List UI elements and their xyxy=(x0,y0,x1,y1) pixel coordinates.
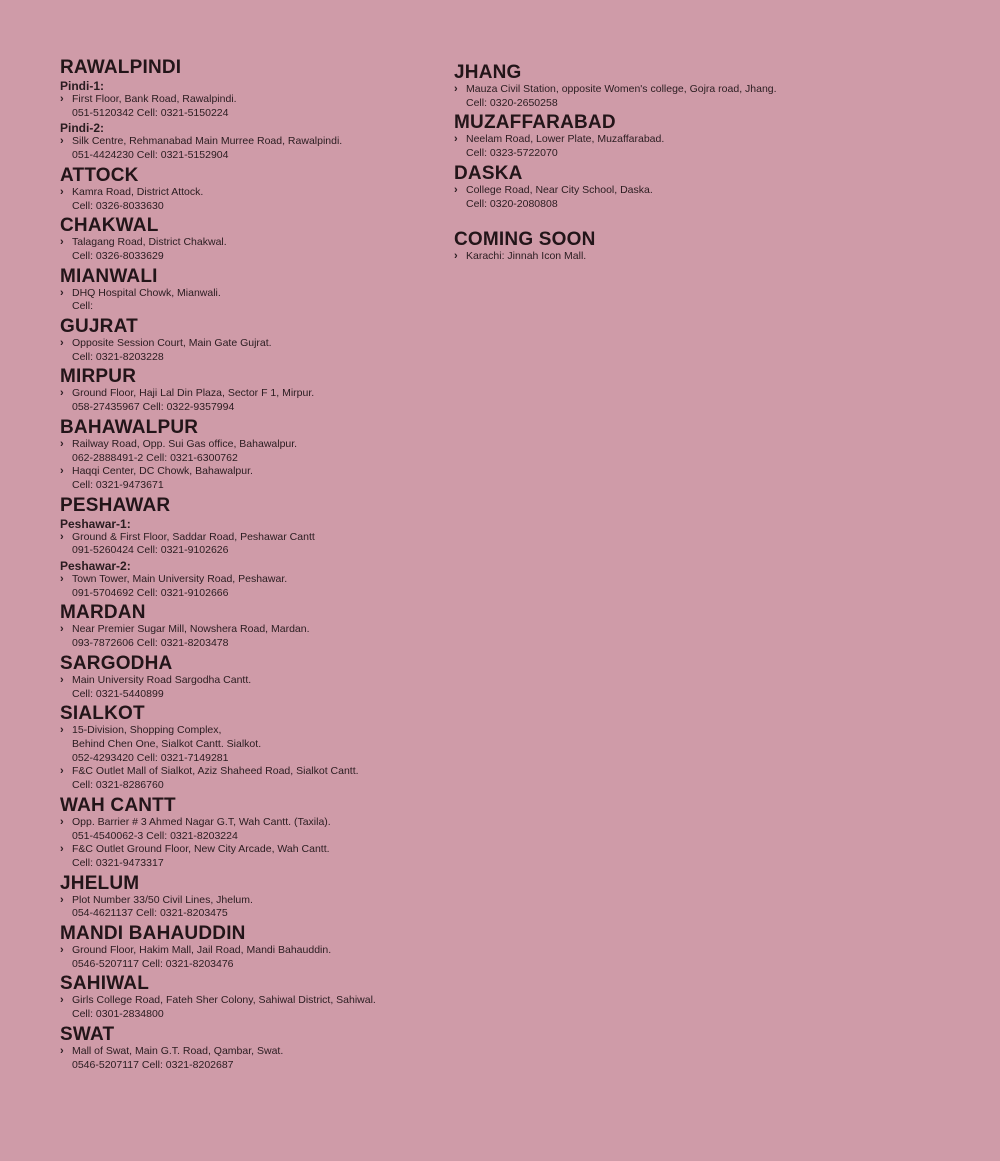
section-spacer xyxy=(454,214,874,230)
address-line xyxy=(60,573,450,587)
address-line xyxy=(60,287,450,301)
city-heading: JHELUM xyxy=(60,872,140,894)
contact-line: 054-4621137 Cell: 0321-8203475 xyxy=(72,907,228,920)
address-text: 15-Division, Shopping Complex, xyxy=(72,724,222,737)
address-line xyxy=(60,531,450,545)
contact-line: Cell: 0301-2834800 xyxy=(72,1008,164,1021)
chevron-right-icon: › xyxy=(60,673,64,686)
address-line xyxy=(60,93,450,107)
city-heading: MARDAN xyxy=(60,602,146,624)
city-section-gujrat xyxy=(60,317,450,364)
city-section-wah-cantt xyxy=(60,796,450,871)
city-section-mardan xyxy=(60,603,450,650)
address-text: Neelam Road, Lower Plate, Muzaffarabad. xyxy=(466,133,665,146)
address-line xyxy=(60,816,450,830)
address-text: Town Tower, Main University Road, Peshawar. xyxy=(72,573,288,586)
chevron-right-icon: › xyxy=(60,185,64,198)
chevron-right-icon: › xyxy=(60,387,64,400)
chevron-right-icon: › xyxy=(60,944,64,957)
contact-line: 093-7872606 Cell: 0321-8203478 xyxy=(72,637,229,650)
city-heading: SAHIWAL xyxy=(60,973,150,995)
address-line xyxy=(60,738,450,752)
chevron-right-icon: › xyxy=(60,843,64,856)
city-section-sialkot xyxy=(60,704,450,793)
city-section-muzaffarabad xyxy=(454,113,874,160)
contact-line: Cell: 0323-5722070 xyxy=(466,147,558,160)
contact-line: 091-5260424 Cell: 0321-9102626 xyxy=(72,544,229,557)
city-section-coming-soon xyxy=(454,230,874,264)
address-text: Mall of Swat, Main G.T. Road, Qambar, Swat. xyxy=(72,1044,284,1057)
address-line xyxy=(60,623,450,637)
chevron-right-icon: › xyxy=(60,465,64,478)
city-section-swat xyxy=(60,1025,450,1072)
branch-label: Peshawar-1: xyxy=(60,516,131,531)
city-heading: DASKA xyxy=(454,162,523,184)
address-text: DHQ Hospital Chowk, Mianwali. xyxy=(72,286,221,299)
city-heading: CHAKWAL xyxy=(60,215,159,237)
city-heading: PESHAWAR xyxy=(60,494,171,516)
contact-line: Cell: 0320-2080808 xyxy=(466,197,558,210)
chevron-right-icon: › xyxy=(60,765,64,778)
city-section-chakwal xyxy=(60,216,450,263)
address-line xyxy=(60,438,450,452)
chevron-right-icon: › xyxy=(60,337,64,350)
address-text: Mauza Civil Station, opposite Women's college, Gojra road, Jhang. xyxy=(466,83,777,95)
address-line xyxy=(60,465,450,479)
chevron-right-icon: › xyxy=(60,437,64,450)
address-line xyxy=(60,944,450,958)
address-text: Talagang Road, District Chakwal. xyxy=(72,236,227,249)
chevron-right-icon: › xyxy=(60,530,64,543)
left-column xyxy=(60,58,450,1075)
address-text: Silk Centre, Rehmanabad Main Murree Road, Rawalpindi. xyxy=(72,135,343,148)
city-section-mirpur xyxy=(60,367,450,414)
contact-line: 062-2888491-2 Cell: 0321-6300762 xyxy=(72,451,238,464)
chevron-right-icon: › xyxy=(60,93,64,105)
city-heading: COMING SOON xyxy=(454,229,596,251)
city-heading: MIRPUR xyxy=(60,366,137,388)
chevron-right-icon: › xyxy=(60,135,64,148)
city-heading: BAHAWALPUR xyxy=(60,416,199,438)
address-line xyxy=(60,724,450,738)
branch-label: Peshawar-2: xyxy=(60,559,131,574)
chevron-right-icon: › xyxy=(60,893,64,906)
address-text: F&C Outlet Ground Floor, New City Arcade, Wah Cantt. xyxy=(72,843,330,856)
city-section-jhang xyxy=(454,63,874,110)
chevron-right-icon: › xyxy=(60,286,64,299)
address-text: Kamra Road, District Attock. xyxy=(72,185,204,198)
chevron-right-icon: › xyxy=(60,573,64,586)
address-text: Ground Floor, Haji Lal Din Plaza, Sector F 1, Mirpur. xyxy=(72,387,315,400)
address-text: Railway Road, Opp. Sui Gas office, Bahawalpur. xyxy=(72,437,298,450)
chevron-right-icon: › xyxy=(60,994,64,1007)
city-heading: MIANWALI xyxy=(60,265,158,287)
address-line xyxy=(454,184,874,198)
contact-line: Cell: 0321-9473671 xyxy=(72,478,164,491)
contact-line: 051-4540062-3 Cell: 0321-8203224 xyxy=(72,829,238,842)
address-text: Opposite Session Court, Main Gate Gujrat. xyxy=(72,337,272,350)
contact-line: Cell: 0326-8033630 xyxy=(72,199,164,212)
city-heading: MANDI BAHAUDDIN xyxy=(60,923,246,945)
address-text: Opp. Barrier # 3 Ahmed Nagar G.T, Wah Cantt. (Taxila). xyxy=(72,815,331,828)
city-heading: SARGODHA xyxy=(60,652,173,674)
address-line xyxy=(60,894,450,908)
city-section-mandi-bahauddin xyxy=(60,924,450,971)
city-heading: JHANG xyxy=(454,62,522,83)
chevron-right-icon: › xyxy=(60,623,64,636)
city-section-jhelum xyxy=(60,874,450,921)
address-text: Karachi: Jinnah Icon Mall. xyxy=(466,250,587,263)
city-heading: WAH CANTT xyxy=(60,794,176,816)
city-section-peshawar xyxy=(60,496,450,601)
address-line xyxy=(454,133,874,147)
address-line xyxy=(60,1045,450,1059)
address-line xyxy=(60,994,450,1008)
address-text: Behind Chen One, Sialkot Cantt. Sialkot. xyxy=(72,737,262,750)
chevron-right-icon: › xyxy=(454,250,458,263)
address-line xyxy=(60,843,450,857)
city-heading: RAWALPINDI xyxy=(60,57,182,78)
address-line xyxy=(60,135,450,149)
chevron-right-icon: › xyxy=(60,236,64,249)
chevron-right-icon: › xyxy=(454,133,458,146)
city-section-mianwali xyxy=(60,267,450,314)
city-section-sargodha xyxy=(60,654,450,701)
chevron-right-icon: › xyxy=(454,183,458,196)
address-text: Near Premier Sugar Mill, Nowshera Road, Mardan. xyxy=(72,623,310,636)
branch-label: Pindi-2: xyxy=(60,121,104,136)
right-column xyxy=(454,63,874,267)
address-line xyxy=(60,337,450,351)
contact-line: 058-27435967 Cell: 0322-9357994 xyxy=(72,401,235,414)
contact-line: Cell: 0321-8203228 xyxy=(72,350,164,363)
chevron-right-icon: › xyxy=(454,83,458,95)
contact-line: Cell: 0320-2650258 xyxy=(466,96,558,109)
address-line xyxy=(60,765,450,779)
address-text: College Road, Near City School, Daska. xyxy=(466,183,653,196)
city-section-attock xyxy=(60,166,450,213)
city-heading: GUJRAT xyxy=(60,316,138,338)
address-line xyxy=(454,250,874,264)
branch-label: Pindi-1: xyxy=(60,79,104,93)
chevron-right-icon: › xyxy=(60,1044,64,1057)
contact-line: Cell: 0321-8286760 xyxy=(72,779,164,792)
contact-line: 0546-5207117 Cell: 0321-8202687 xyxy=(72,1058,234,1071)
contact-line: 051-4424230 Cell: 0321-5152904 xyxy=(72,149,229,162)
city-section-daska xyxy=(454,164,874,211)
contact-line: Cell: 0326-8033629 xyxy=(72,249,164,262)
contact-line: 052-4293420 Cell: 0321-7149281 xyxy=(72,751,229,764)
address-text: Haqqi Center, DC Chowk, Bahawalpur. xyxy=(72,465,253,478)
address-text: First Floor, Bank Road, Rawalpindi. xyxy=(72,93,237,105)
city-heading: ATTOCK xyxy=(60,164,139,186)
contact-line: Cell: xyxy=(72,300,94,313)
address-line xyxy=(454,83,874,97)
contact-line: 0546-5207117 Cell: 0321-8203476 xyxy=(72,957,234,970)
contact-line: 091-5704692 Cell: 0321-9102666 xyxy=(72,586,229,599)
address-text: Main University Road Sargodha Cantt. xyxy=(72,673,252,686)
chevron-right-icon: › xyxy=(60,815,64,828)
address-text: F&C Outlet Mall of Sialkot, Aziz Shaheed Road, Sialkot Cantt. xyxy=(72,765,359,778)
city-section-rawalpindi xyxy=(60,58,450,163)
address-text: Ground & First Floor, Saddar Road, Peshawar Cantt xyxy=(72,530,315,543)
city-heading: MUZAFFARABAD xyxy=(454,112,616,134)
city-section-bahawalpur xyxy=(60,418,450,493)
city-heading: SIALKOT xyxy=(60,703,145,725)
chevron-right-icon: › xyxy=(60,724,64,737)
city-section-sahiwal xyxy=(60,974,450,1021)
contact-line: 051-5120342 Cell: 0321-5150224 xyxy=(72,106,229,119)
address-text: Plot Number 33/50 Civil Lines, Jhelum. xyxy=(72,893,253,906)
address-line xyxy=(60,186,450,200)
address-line xyxy=(60,674,450,688)
address-line xyxy=(60,387,450,401)
contact-line: Cell: 0321-5440899 xyxy=(72,687,164,700)
contact-line: Cell: 0321-9473317 xyxy=(72,856,164,869)
address-line xyxy=(60,236,450,250)
city-heading: SWAT xyxy=(60,1023,115,1045)
address-text: Ground Floor, Hakim Mall, Jail Road, Mandi Bahauddin. xyxy=(72,944,332,957)
address-text: Girls College Road, Fateh Sher Colony, Sahiwal District, Sahiwal. xyxy=(72,994,376,1007)
